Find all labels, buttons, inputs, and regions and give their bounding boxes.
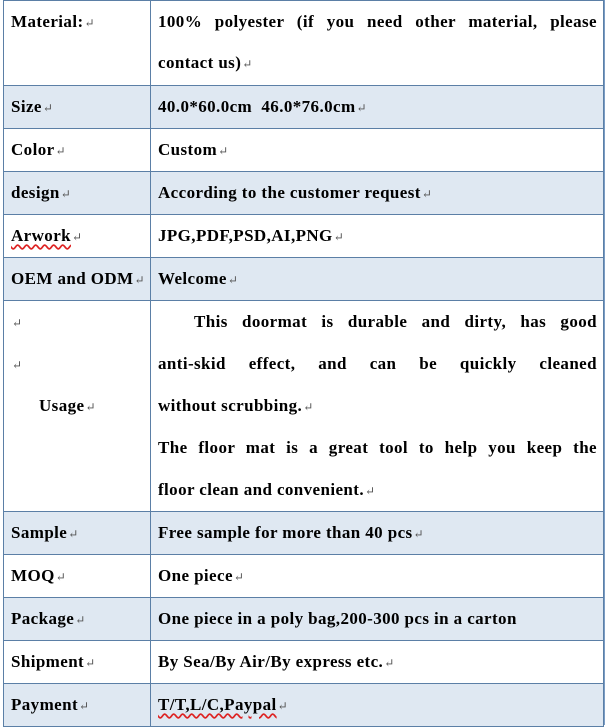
spec-value-line: anti-skid effect, and can be quickly cleaned [158,354,597,373]
spec-key-cell [4,86,151,129]
spec-row-design [4,172,604,215]
paragraph-mark: ↵ [277,699,289,713]
spec-key-cell [4,172,151,215]
spec-value-cell [151,512,604,555]
spec-row-material [4,1,604,86]
spec-key-cell [4,598,151,641]
spec-key: Shipment [11,652,85,671]
spec-key-cell [4,258,151,301]
spec-row-artwork [4,215,604,258]
paragraph-mark: ↵ [12,316,23,330]
spec-value-cell [151,641,604,684]
paragraph-mark: ↵ [85,656,96,670]
paragraph-mark: ↵ [85,400,96,414]
spec-value-line: The floor mat is a great tool to help you keep the [158,438,597,457]
spec-key-cell [4,512,151,555]
paragraph-mark: ↵ [413,527,425,541]
spec-value-cell [151,172,604,215]
spec-key-cell [4,301,151,512]
paragraph-mark: ↵ [72,230,83,244]
spec-value-line: One piece [158,566,233,585]
paragraph-mark: ↵ [134,273,145,287]
paragraph-mark: ↵ [55,570,67,584]
spec-key: Package [11,609,75,628]
spec-row-package [4,598,604,641]
spec-value-line: One piece in a poly bag,200-300 pcs in a carton [158,609,517,628]
spec-value-cell [151,555,604,598]
paragraph-mark: ↵ [84,16,95,30]
paragraph-mark: ↵ [303,400,314,414]
spec-key: Size [11,97,42,116]
spec-value-cell [151,129,604,172]
product-spec-table [3,0,604,727]
spec-row-moq [4,555,604,598]
paragraph-mark: ↵ [233,570,245,584]
spec-key: Arwork [11,226,71,245]
spec-key: Sample [11,523,68,542]
spec-value-line: floor clean and convenient. [158,480,364,499]
paragraph-mark: ↵ [421,187,433,201]
spec-value-cell [151,258,604,301]
spec-row-payment [4,684,604,727]
spec-key: OEM and ODM [11,269,134,288]
spec-value-cell [151,598,604,641]
spec-key-cell [4,1,151,86]
spec-key: Material: [11,12,84,31]
spec-value-line: According to the customer request [158,183,421,202]
spec-value-cell [151,215,604,258]
paragraph-mark: ↵ [68,527,79,541]
spec-row-color [4,129,604,172]
paragraph-mark: ↵ [79,699,90,713]
paragraph-mark: ↵ [12,358,23,372]
spec-value-cell [151,1,604,86]
paragraph-mark: ↵ [384,656,395,670]
paragraph-mark: ↵ [365,484,376,498]
paragraph-mark: ↵ [242,57,253,71]
spec-key-cell [4,684,151,727]
spec-value-line: Free sample for more than 40 pcs [158,523,413,542]
paragraph-mark: ↵ [227,273,239,287]
spec-value-line: Welcome [158,269,227,288]
spec-value-cell [151,301,604,512]
spec-row-usage [4,301,604,512]
spec-value-line: By Sea/By Air/By express etc. [158,652,384,671]
spec-value-line: 100% polyester (if you need other material, please [158,12,597,31]
paragraph-mark: ↵ [333,230,345,244]
spec-row-size [4,86,604,129]
paragraph-mark: ↵ [42,101,54,115]
spec-key: Color [11,140,55,159]
spec-value-line: contact us) [158,53,242,72]
spec-value-cell [151,684,604,727]
spec-row-oem-odm [4,258,604,301]
spec-value-line: T/T,L/C,Paypal [158,695,277,714]
spec-key: design [11,183,60,202]
spec-key-cell [4,641,151,684]
paragraph-mark: ↵ [60,187,72,201]
spec-key: MOQ [11,566,55,585]
paragraph-mark: ↵ [356,101,367,115]
spec-value-line: JPG,PDF,PSD,AI,PNG [158,226,333,245]
spec-value-line: Custom [158,140,218,159]
spec-value-line: 40.0*60.0cm 46.0*76.0cm [158,97,356,116]
paragraph-mark: ↵ [218,144,229,158]
paragraph-mark: ↵ [55,144,67,158]
spec-value-line: without scrubbing. [158,396,303,415]
spec-key: Usage [39,396,85,415]
spec-key-cell [4,215,151,258]
spec-row-sample [4,512,604,555]
table-right-border [604,0,605,725]
spec-row-shipment [4,641,604,684]
spec-value-cell [151,86,604,129]
spec-key-cell [4,129,151,172]
paragraph-mark: ↵ [75,613,86,627]
spec-key: Payment [11,695,79,714]
spec-value-line: This doormat is durable and dirty, has good [194,312,597,331]
spec-key-cell [4,555,151,598]
